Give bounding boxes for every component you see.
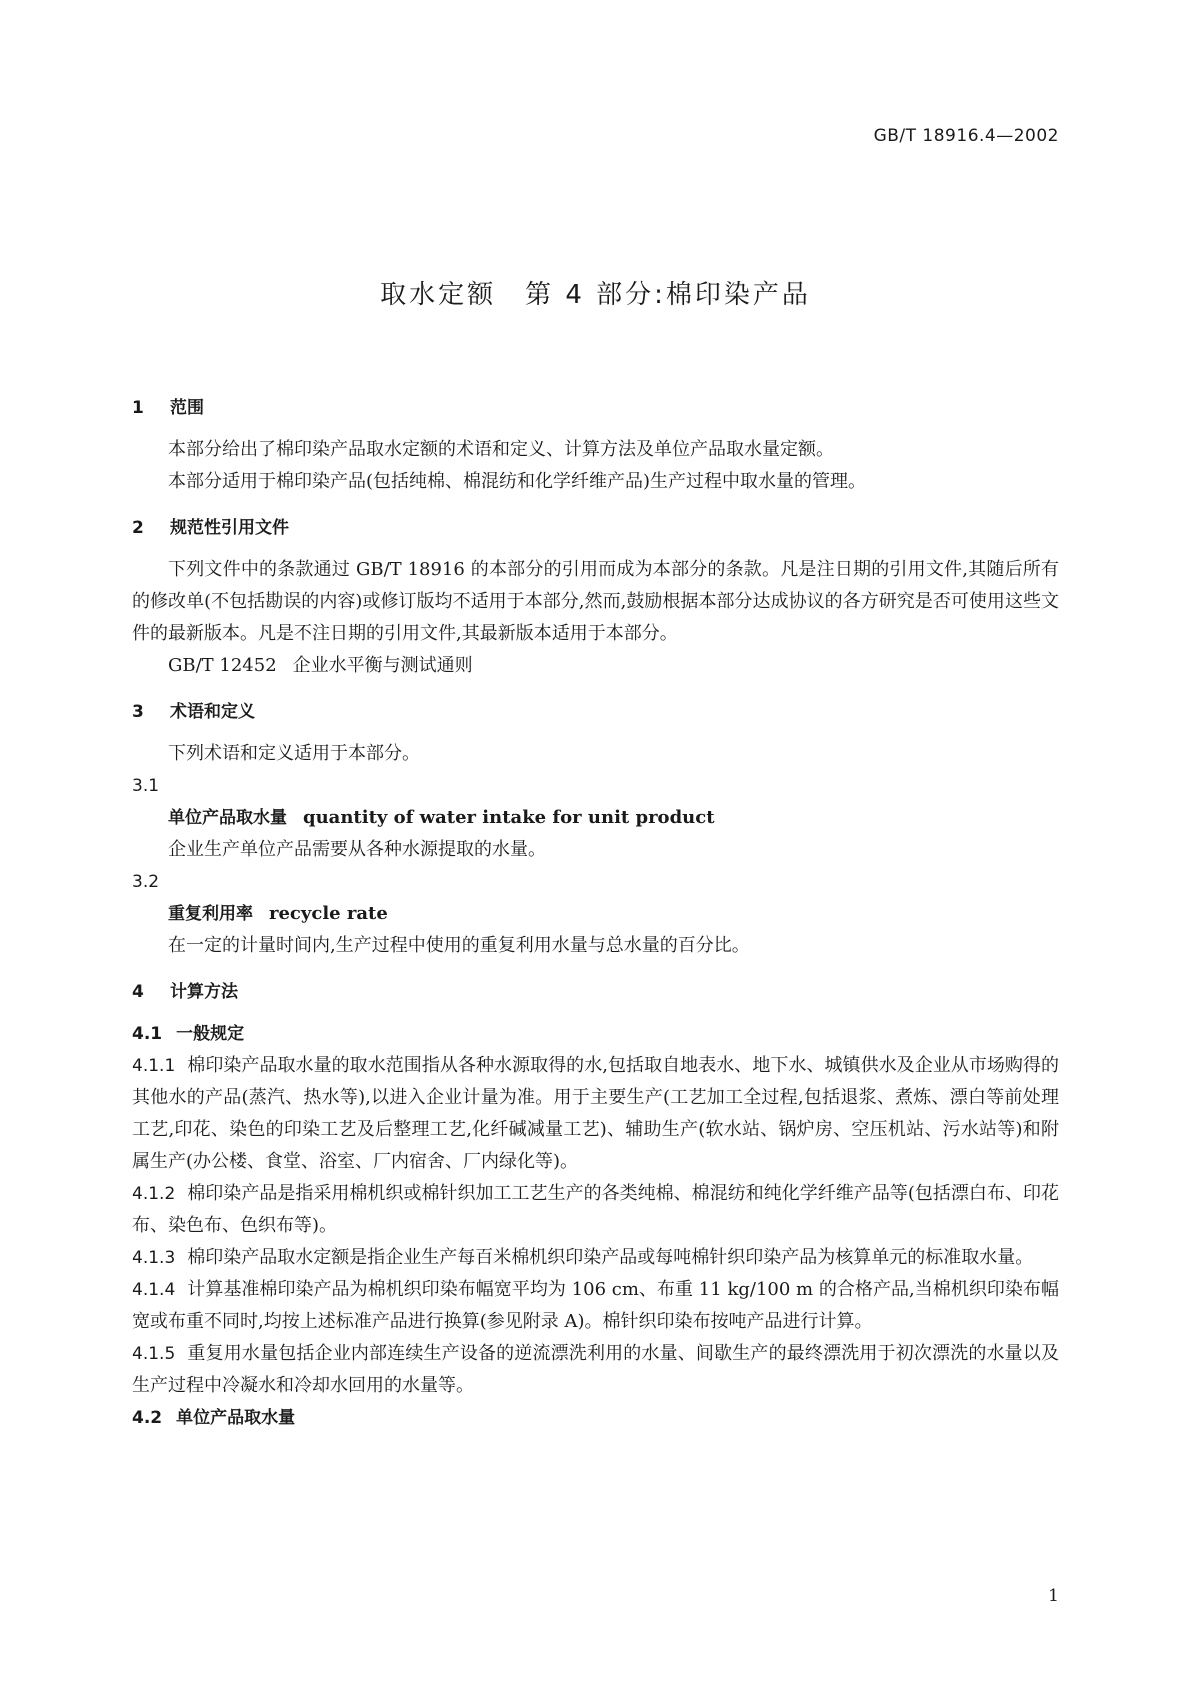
- paragraph: 本部分给出了棉印染产品取水定额的术语和定义、计算方法及单位产品取水量定额。: [168, 439, 834, 460]
- clause-4-1-2: [132, 1178, 1059, 1242]
- clause-4-1-5: [132, 1338, 1059, 1402]
- clause-4-1-3: [132, 1242, 1059, 1274]
- clause-number: 4.1.3: [132, 1248, 176, 1268]
- page-number: 1: [1048, 1586, 1059, 1606]
- term-number: 3.1: [132, 776, 160, 796]
- subsection-title: 单位产品取水量: [176, 1408, 296, 1428]
- reference-code: GB/T 12452: [168, 655, 277, 676]
- term-heading: [132, 802, 1059, 834]
- section-title: 规范性引用文件: [170, 518, 289, 538]
- clause-number: 4.1.2: [132, 1184, 176, 1204]
- section-title: 范围: [170, 398, 204, 418]
- section-title: 计算方法: [170, 982, 238, 1002]
- term-number: 3.2: [132, 872, 160, 892]
- term-chinese: 重复利用率: [168, 904, 253, 924]
- clause-4-1-4: [132, 1274, 1059, 1338]
- document-title: 取水定额 第 4 部分:棉印染产品: [380, 280, 811, 310]
- subsection-title: 一般规定: [176, 1024, 245, 1044]
- subsection-4-2-heading: [132, 1402, 1059, 1434]
- section-number: 1: [132, 398, 144, 418]
- clause-text: 棉印染产品取水量的取水范围指从各种水源取得的水,包括取自地表水、地下水、城镇供水及企业从市场购得的其他水的产品(蒸汽、热水等),以进入企业计量为准。用于主要生产(工艺加工全过程,包括退浆、煮炼、漂白等前处理工艺,印花、染色的印染工艺及后整理工艺,化纤碱减量工艺)、辅助生产(软水站、锅炉房、空压机站、污水站等)和附属生产(办公楼、食堂、浴室、厂内宿舍、厂内绿化等)。: [132, 1055, 1059, 1172]
- clause-number: 4.1.4: [132, 1280, 176, 1300]
- clause-number: 4.1.1: [132, 1056, 176, 1076]
- term-definition: 企业生产单位产品需要从各种水源提取的水量。: [168, 839, 546, 860]
- term-english: recycle rate: [269, 903, 388, 924]
- section-4-heading: [132, 976, 1059, 1008]
- clause-number: 4.1.5: [132, 1344, 176, 1364]
- subsection-number: 4.1: [132, 1024, 163, 1044]
- normative-reference: [132, 650, 1059, 682]
- section-3-heading: [132, 696, 1059, 728]
- paragraph: 下列文件中的条款通过 GB/T 18916 的本部分的引用而成为本部分的条款。凡是注日期的引用文件,其随后所有的修改单(不包括勘误的内容)或修订版均不适用于本部分,然而,鼓励根据本部分达成协议的各方研究是否可使用这些文件的最新版本。凡是不注日期的引用文件,其最新版本适用于本部分。: [132, 559, 1059, 644]
- paragraph: 本部分适用于棉印染产品(包括纯棉、棉混纺和化学纤维产品)生产过程中取水量的管理。: [168, 471, 867, 492]
- paragraph: 下列术语和定义适用于本部分。: [168, 743, 420, 764]
- subsection-number: 4.2: [132, 1408, 163, 1428]
- clause-text: 棉印染产品取水定额是指企业生产每百米棉机织印染产品或每吨棉针织印染产品为核算单元的标准取水量。: [187, 1247, 1034, 1268]
- clause-text: 重复用水量包括企业内部连续生产设备的逆流漂洗利用的水量、间歇生产的最终漂洗用于初次漂洗的水量以及生产过程中冷凝水和冷却水回用的水量等。: [132, 1343, 1059, 1396]
- term-english: quantity of water intake for unit product: [303, 807, 715, 828]
- section-number: 3: [132, 702, 144, 722]
- section-2-heading: [132, 512, 1059, 544]
- subsection-4-1-heading: [132, 1018, 1059, 1050]
- document-body: [132, 392, 1059, 1434]
- section-number: 4: [132, 982, 144, 1002]
- term-chinese: 单位产品取水量: [168, 808, 287, 828]
- clause-4-1-1: [132, 1050, 1059, 1178]
- reference-title: 企业水平衡与测试通则: [292, 655, 473, 676]
- term-heading: [132, 898, 1059, 930]
- section-number: 2: [132, 518, 144, 538]
- standard-id: GB/T 18916.4—2002: [873, 126, 1059, 146]
- section-title: 术语和定义: [170, 702, 255, 722]
- term-definition: 在一定的计量时间内,生产过程中使用的重复利用水量与总水量的百分比。: [168, 935, 750, 956]
- clause-text: 棉印染产品是指采用棉机织或棉针织加工工艺生产的各类纯棉、棉混纺和纯化学纤维产品等(包括漂白布、印花布、染色布、色织布等)。: [132, 1183, 1059, 1236]
- clause-text: 计算基准棉印染产品为棉机织印染布幅宽平均为 106 cm、布重 11 kg/100 m 的合格产品,当棉机织印染布幅宽或布重不同时,均按上述标准产品进行换算(参见附录 A)。棉针织印染布按吨产品进行计算。: [132, 1279, 1059, 1332]
- section-1-heading: [132, 392, 1059, 424]
